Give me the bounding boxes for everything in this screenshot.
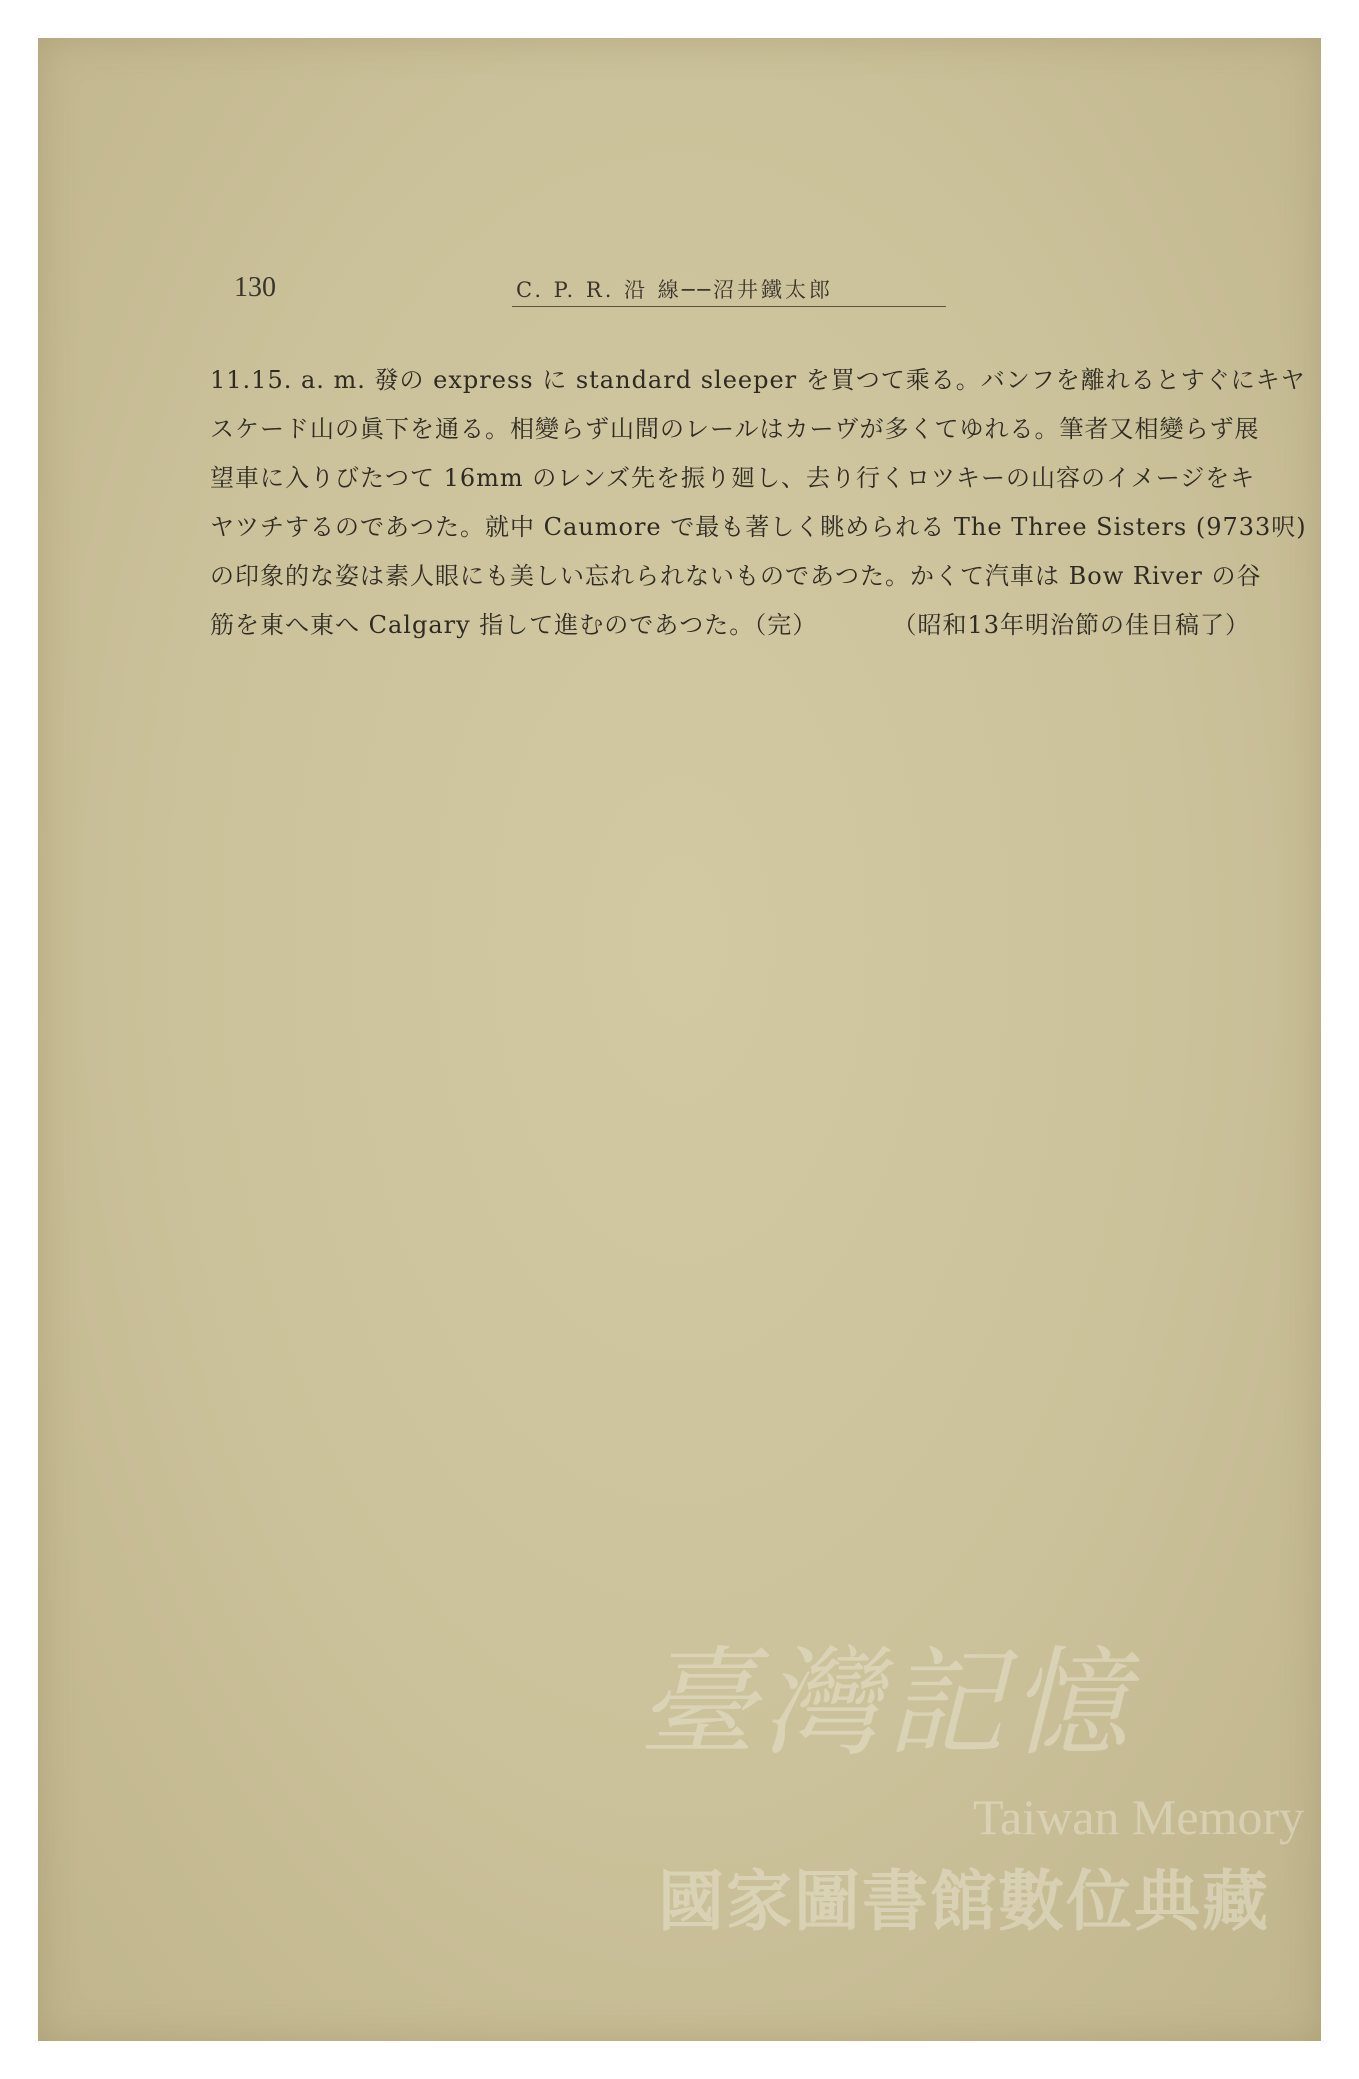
watermark-subtitle: 國家圖書館數位典藏 xyxy=(658,1863,1270,1940)
text-line-last xyxy=(210,601,1250,650)
final-sentence: 筋を東へ東へ Calgary 指して進むのであつた。（完） xyxy=(210,611,818,639)
document-page xyxy=(38,38,1321,2041)
text-line: ヤツチするのであつた。就中 Caumore で最も著しく眺められる The Three Sisters (9733呎) xyxy=(210,513,1307,541)
running-head: C. P. R. 沿 線──沼井鐵太郎 xyxy=(516,278,834,302)
body-paragraph xyxy=(210,356,1307,650)
watermark-calligraphy: 臺灣記憶 xyxy=(638,1634,1135,1772)
text-line: スケード山の眞下を通る。相變らず山間のレールはカーヴが多くてゆれる。筆者又相變らず展 xyxy=(210,415,1260,443)
text-line: 望車に入りびたつて 16mm のレンズ先を振り廻し、去り行くロツキーの山容のイメージをキ xyxy=(210,464,1256,492)
header-rule xyxy=(512,306,946,307)
text-line: 11.15. a. m. 發の express に standard sleeper を買つて乘る。バンフを離れるとすぐにキヤ xyxy=(210,366,1306,394)
closing-note: （昭和13年明治節の佳日稿了） xyxy=(892,611,1250,639)
watermark-latin: Taiwan Memory xyxy=(973,1789,1305,1845)
text-line: の印象的な姿は素人眼にも美しい忘れられないものであつた。かくて汽車は Bow River の谷 xyxy=(210,562,1262,590)
library-watermark xyxy=(638,1608,1318,1938)
page-number: 130 xyxy=(234,272,276,303)
